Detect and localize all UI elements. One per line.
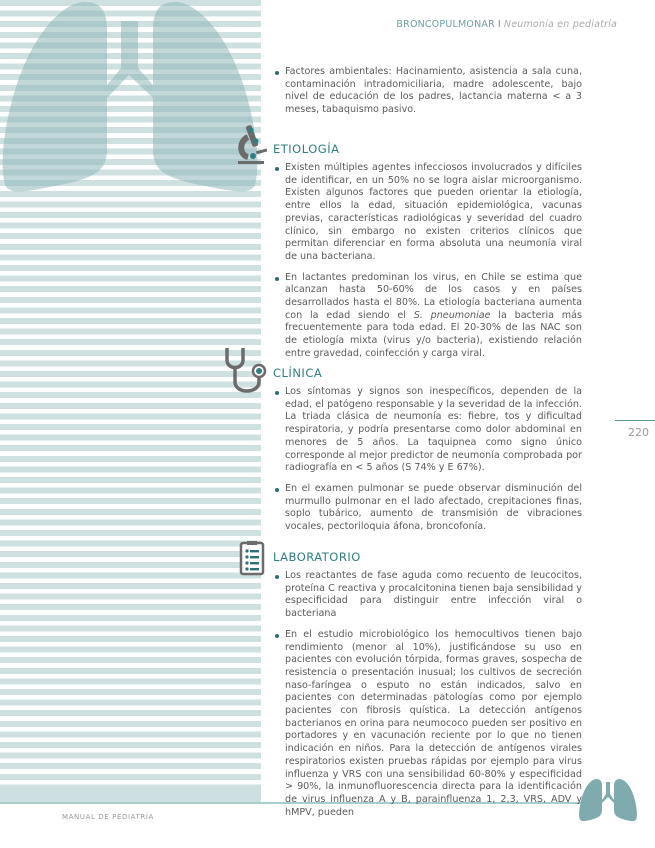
list-item xyxy=(272,272,582,361)
list-item: Factores ambientales: Hacinamiento, asistencia a sala cuna, contaminación intradomiciliaria, madre adolescente, bajo nivel de educación de los padres, lactancia materna < a 3 meses, tabaquismo pasivo. xyxy=(272,66,582,117)
microscope-icon xyxy=(236,123,268,165)
stethoscope-icon xyxy=(223,346,271,396)
list-item: Los síntomas y signos son inespecíficos, dependen de la edad, el patógeno responsable y la severidad de la infección. La triada clásica de neumonía es: fiebre, tos y dificultad respiratoria, y podría presentarse como dolor abdominal en menores de 5 años. La taquipnea como signo único corresponde al mejor predictor de neumonía comprobada por radiografía en < 5 años (S 74% y E 67%). xyxy=(272,386,582,475)
text-run: la bacteria más frecuentemente para toda edad. El 20-30% de las NAC son de etiología mixta (virus y/o bacteria), existiendo relación entre gravedad, coinfección y carga viral. xyxy=(285,309,583,359)
laboratorio-section xyxy=(272,550,582,827)
list-item: En el estudio microbiológico los hemocultivos tienen bajo rendimiento (menor al 10%), justificándose su uso en pacientes con evolución tórpida, formas graves, sospecha de resistencia o presentación inusual; los cultivos de secreción naso-faríngea o esputo no están indicados, salvo en pacientes con determinadas patologías como por ejemplo pacientes con fibrosis quística. La detección antígenos bacterianos en orina para neumococo pueden ser positivo en portadores y en vacunación reciente por lo que no tienen indicación en niños. Para la detección de antígenos virales respiratorios existen pruebas rápidas por ejemplo para virus influenza y VRS con una sensibilidad 60-80% y especificidad > 90%, la inmunofluorescencia directa para la identificación de virus influenza A y B, parainfluenza 1, 2,3, VRS, ADV y hMPV, pueden xyxy=(272,629,582,820)
clinica-section xyxy=(272,366,582,542)
page-number-rule xyxy=(615,420,655,421)
etiologia-section xyxy=(272,142,582,369)
decorative-block xyxy=(0,786,261,802)
section-heading: ETIOLOGÍA xyxy=(273,142,340,156)
section-heading: CLÍNICA xyxy=(273,366,323,380)
lungs-icon xyxy=(578,778,638,824)
section-heading: LABORATORIO xyxy=(273,550,361,564)
intro-section xyxy=(272,66,582,125)
text-run: En lactantes predominan los virus, en Chile se estima que alcanzan hasta 50-60% de los casos y en países desarrollados hasta el 80%. La etiología bacteriana aumenta con la edad siendo el xyxy=(285,271,582,321)
header-separator: I xyxy=(497,19,501,30)
footer-title: MANUAL DE PEDIATRÍA xyxy=(62,813,154,821)
running-header xyxy=(396,19,617,30)
species-name: S. pneumoniae xyxy=(413,309,491,321)
list-item: En el examen pulmonar se puede observar disminución del murmullo pulmonar en el lado afectado, crepitaciones finas, soplo tubárico, aumento de transmisión de vibraciones vocales, pectoriloquia áfona, broncofonía. xyxy=(272,483,582,534)
list-item: Existen múltiples agentes infecciosos involucrados y difíciles de identificar, en un 50% no se logra aislar microorganismo. Existen algunos factores que pueden orientar la etiología, entre ellos la edad, situación epidemiológica, vacunas previas, características radiológicas y severidad del cuadro clínico, sin embargo no existen criterios clínicos que permitan diferenciar en forma absoluta una neumonía viral de una bacteriana. xyxy=(272,162,582,264)
list-item: Los reactantes de fase aguda como recuento de leucocitos, proteína C reactiva y procalcitonina tienen baja sensibilidad y especificidad para distinguir entre infección viral o bacteriana xyxy=(272,570,582,621)
header-section: BRONCOPULMONAR xyxy=(396,19,495,30)
lungs-illustration xyxy=(0,0,261,200)
page-number: 220 xyxy=(628,426,649,439)
clipboard-list-icon xyxy=(239,540,265,576)
header-subtitle: Neumonía en pediatría xyxy=(503,19,617,30)
